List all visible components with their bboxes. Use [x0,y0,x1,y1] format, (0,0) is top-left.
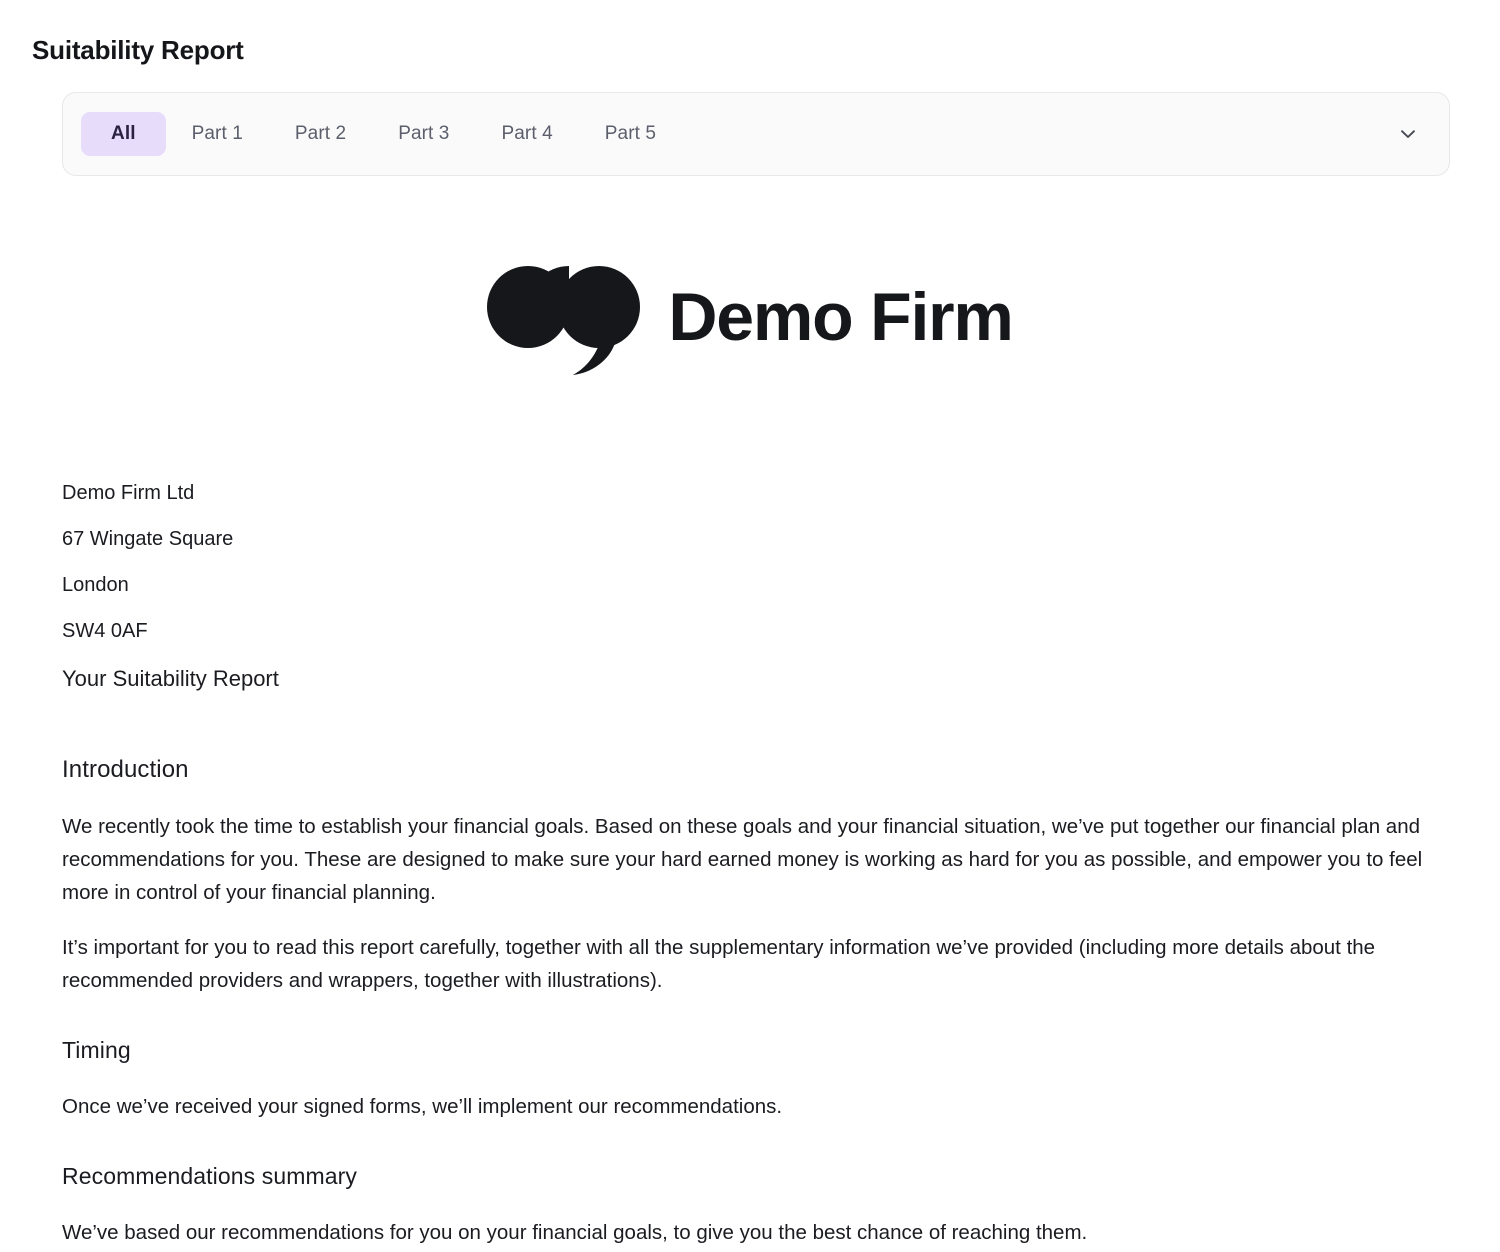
tab-part-4[interactable]: Part 4 [501,123,553,144]
firm-logo [0,252,1500,382]
recommendations-summary-paragraph-1: We’ve based our recommendations for you on your financial goals, to give you the best chance of reaching them. [62,1221,1088,1244]
report-document-body [62,382,1440,1249]
tab-part-2[interactable]: Part 2 [294,123,347,144]
tab-part-1[interactable]: Part 1 [191,123,243,144]
report-part-tabbar [62,92,1450,176]
tab-all[interactable]: All [81,112,166,156]
subsection-heading-timing: Timing [62,1037,131,1063]
section-heading-introduction: Introduction [62,756,189,783]
tab-part-5[interactable]: Part 5 [604,123,657,144]
introduction-paragraph-1: We recently took the time to establish your financial goals. Based on these goals and your financial situation, we’ve put together our financial plan and recommendations for you. These are designed to make sure your hard earned money is working as hard for you as possible, and empower you to feel more in control of your financial planning. [62,815,1423,904]
page-title: Suitability Report [32,35,244,65]
subsection-heading-recommendations-summary: Recommendations summary [62,1163,358,1189]
tab-list [81,112,1395,156]
address-line-1: Demo Firm Ltd [62,482,195,504]
firm-logo-text: Demo Firm [668,279,1013,355]
document-subtitle: Your Suitability Report [62,666,279,691]
timing-paragraph-1: Once we’ve received your signed forms, we’ll implement our recommendations. [62,1095,783,1118]
address-line-2: 67 Wingate Square [62,528,234,550]
introduction-paragraph-2: It’s important for you to read this report carefully, together with all the supplementary information we’ve provided (including more details about the recommended providers and wrappers, together with illustrations). [62,936,1376,992]
address-line-3: London [62,574,129,596]
comma-mark-icon [487,255,642,380]
tab-part-3[interactable]: Part 3 [398,123,450,144]
chevron-down-icon[interactable] [1395,121,1421,147]
address-line-4: SW4 0AF [62,620,148,642]
